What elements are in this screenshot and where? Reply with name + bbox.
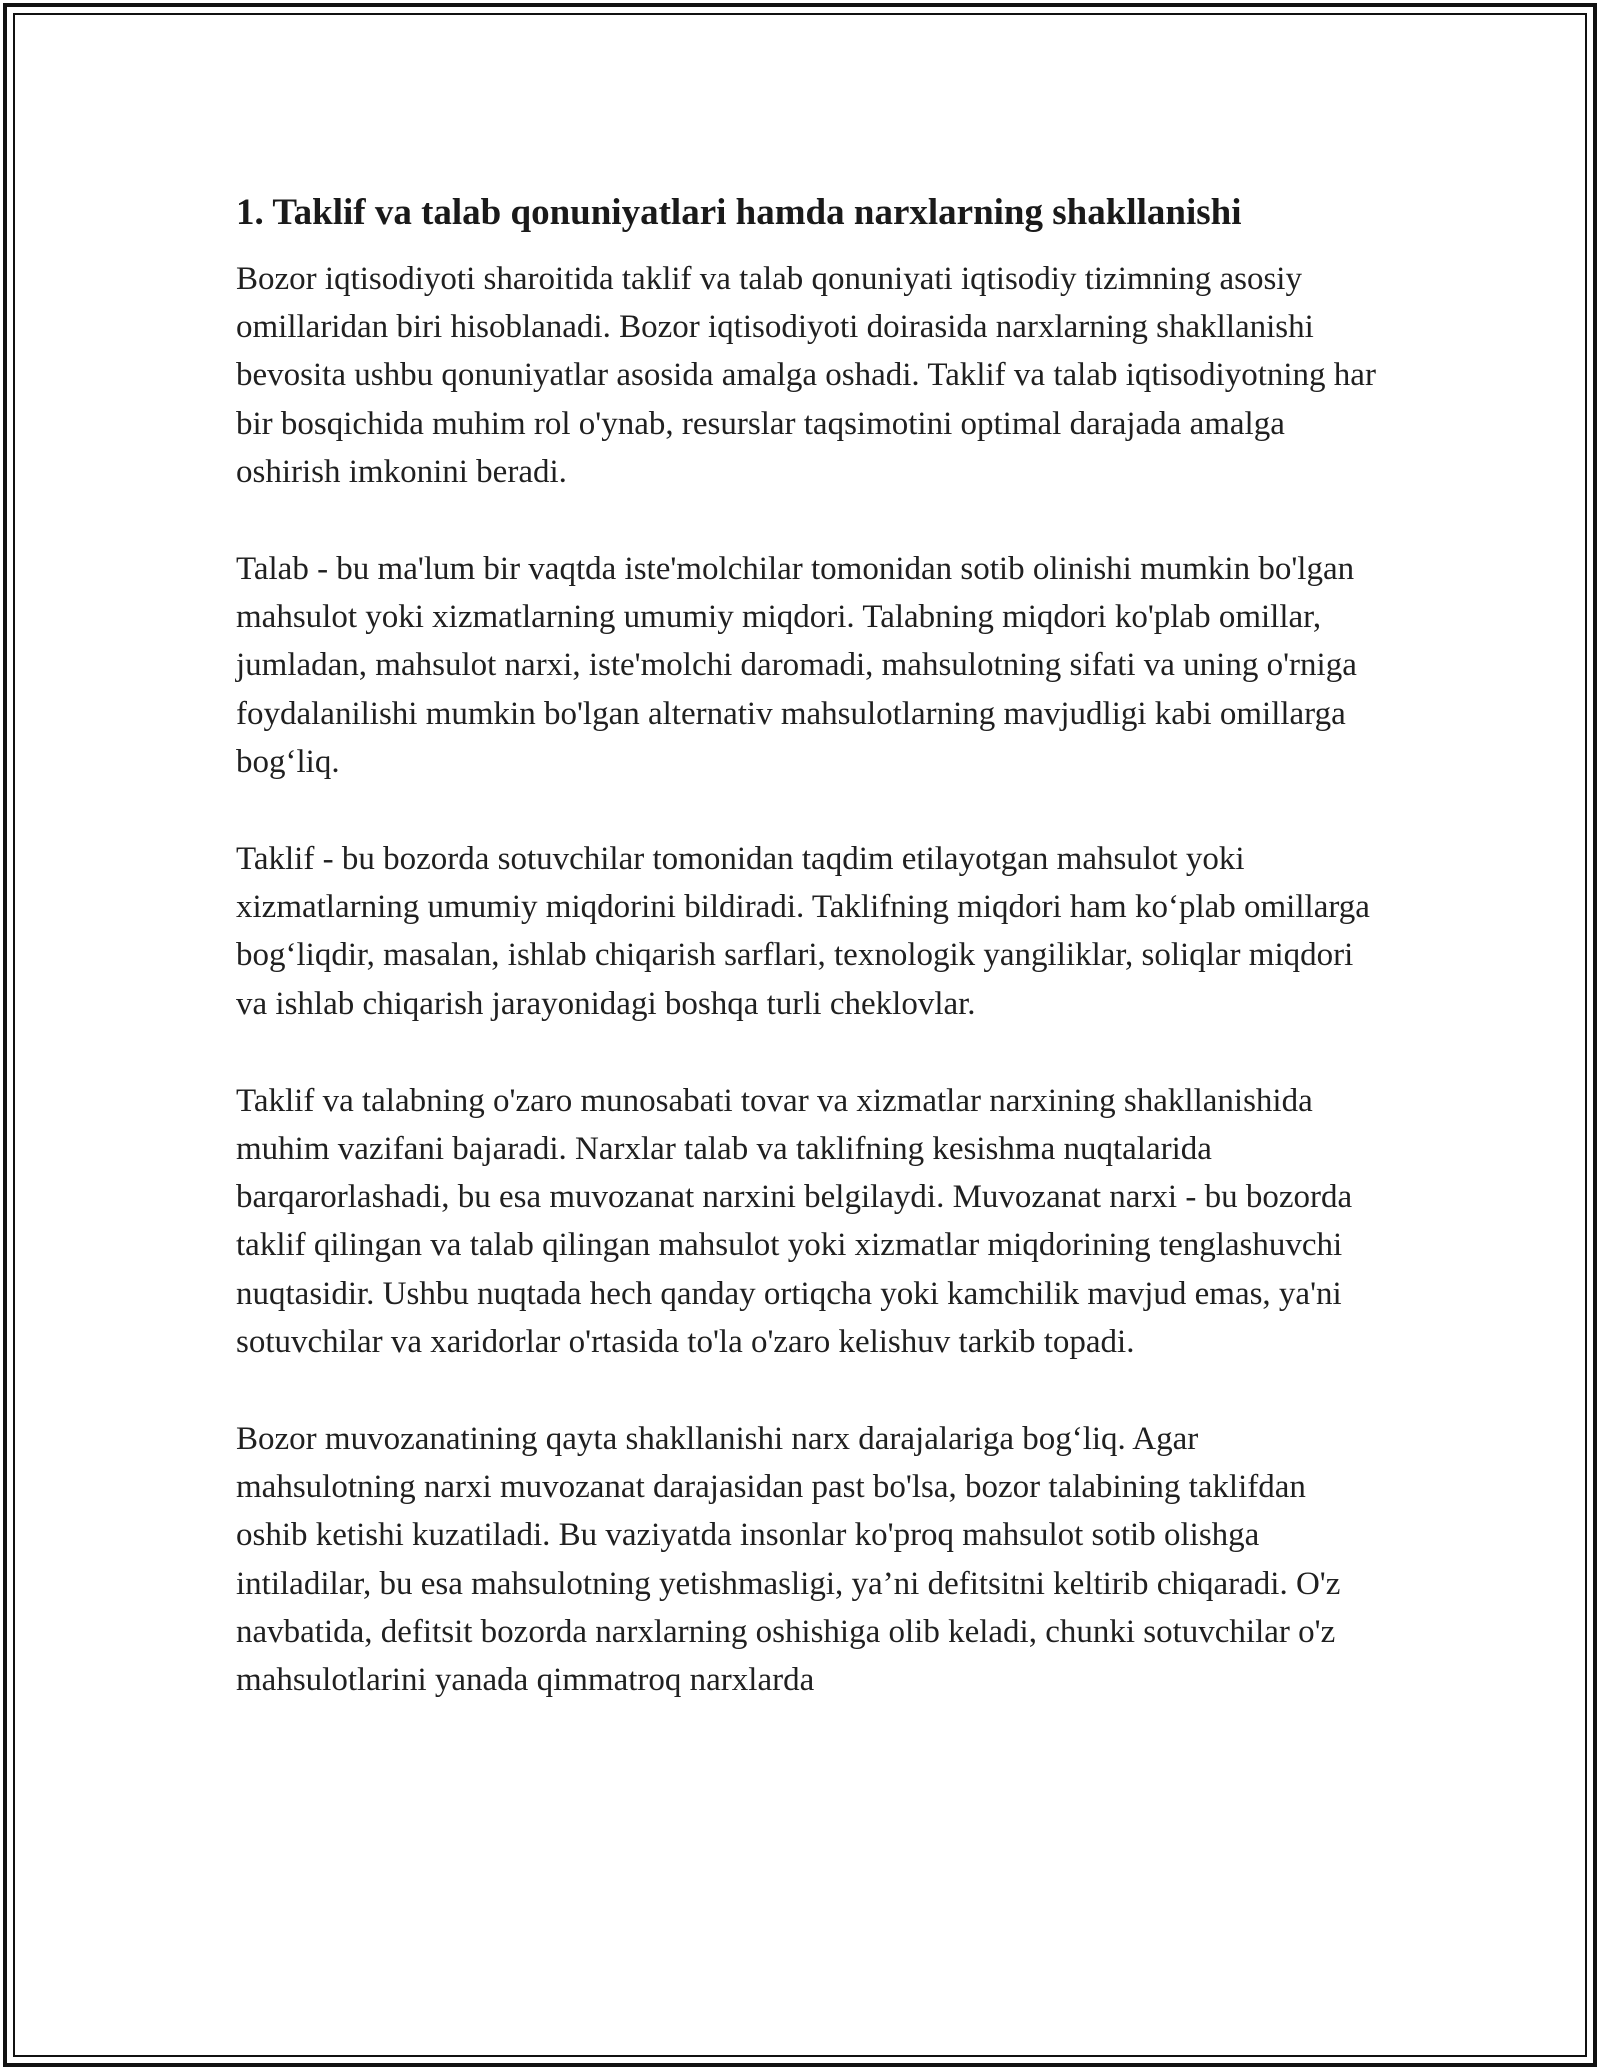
paragraph-talab: Talab - bu ma'lum bir vaqtda iste'molchilar tomonidan sotib olinishi mumkin bo'lgan mahsulot yoki xizmatlarning umumiy miqdori. Talabning miqdori ko'plab omillar, jumladan, mahsulot narxi, iste'molchi daromadi, mahsulotning sifati va uning o'rniga foydalanilishi mumkin bo'lgan alternativ mahsulotlarning mavjudligi kabi omillarga bog‘liq. xyxy=(236,551,1357,780)
paragraph-bozor-muvozanati: Bozor muvozanatining qayta shakllanishi narx darajalariga bog‘liq. Agar mahsulotning narxi muvozanat darajasidan past bo'lsa, bozor talabining taklifdan oshib ketishi kuzatiladi. Bu vaziyatda insonlar ko'proq mahsulot sotib olishga intiladilar, bu esa mahsulotning yetishmasligi, ya’ni defitsitni keltirib chiqaradi. O'z navbatida, defitsit bozorda narxlarning oshishiga olib keladi, chunki sotuvchilar o'z mahsulotlarini yanada qimmatroq narxlarda xyxy=(236,1421,1341,1699)
section-heading: 1. Taklif va talab qonuniyatlari hamda narxlarning shakllanishi xyxy=(236,192,1242,233)
paragraph-bozor-iqtisodiyoti: Bozor iqtisodiyoti sharoitida taklif va talab qonuniyati iqtisodiy tizimning asosiy omillaridan biri hisoblanadi. Bozor iqtisodiyoti doirasida narxlarning shakllanishi bevosita ushbu qonuniyatlar asosida amalga oshadi. Taklif va talab iqtisodiyotning har bir bosqichida muhim rol o'ynab, resurslar taqsimotini optimal darajada amalga oshirish imkonini beradi. xyxy=(236,261,1376,490)
paragraph-muvozanat-narxi: Taklif va talabning o'zaro munosabati tovar va xizmatlar narxining shakllanishida muhim vazifani bajaradi. Narxlar talab va taklifning kesishma nuqtalarida barqarorlashadi, bu esa muvozanat narxini belgilaydi. Muvozanat narxi - bu bozorda taklif qilingan va talab qilingan mahsulot yoki xizmatlar miqdorining tenglashuvchi nuqtasidir. Ushbu nuqtada hech qanday ortiqcha yoki kamchilik mavjud emas, ya'ni sotuvchilar va xaridorlar o'rtasida to'la o'zaro kelishuv tarkib topadi. xyxy=(236,1082,1353,1360)
paragraph-taklif: Taklif - bu bozorda sotuvchilar tomonidan taqdim etilayotgan mahsulot yoki xizmatlarning umumiy miqdorini bildiradi. Taklifning miqdori ham ko‘plab omillarga bog‘liqdir, masalan, ishlab chiqarish sarflari, texnologik yangiliklar, soliqlar miqdori va ishlab chiqarish jarayonidagi boshqa turli cheklovlar. xyxy=(236,841,1370,1022)
document-body xyxy=(236,185,1376,1753)
